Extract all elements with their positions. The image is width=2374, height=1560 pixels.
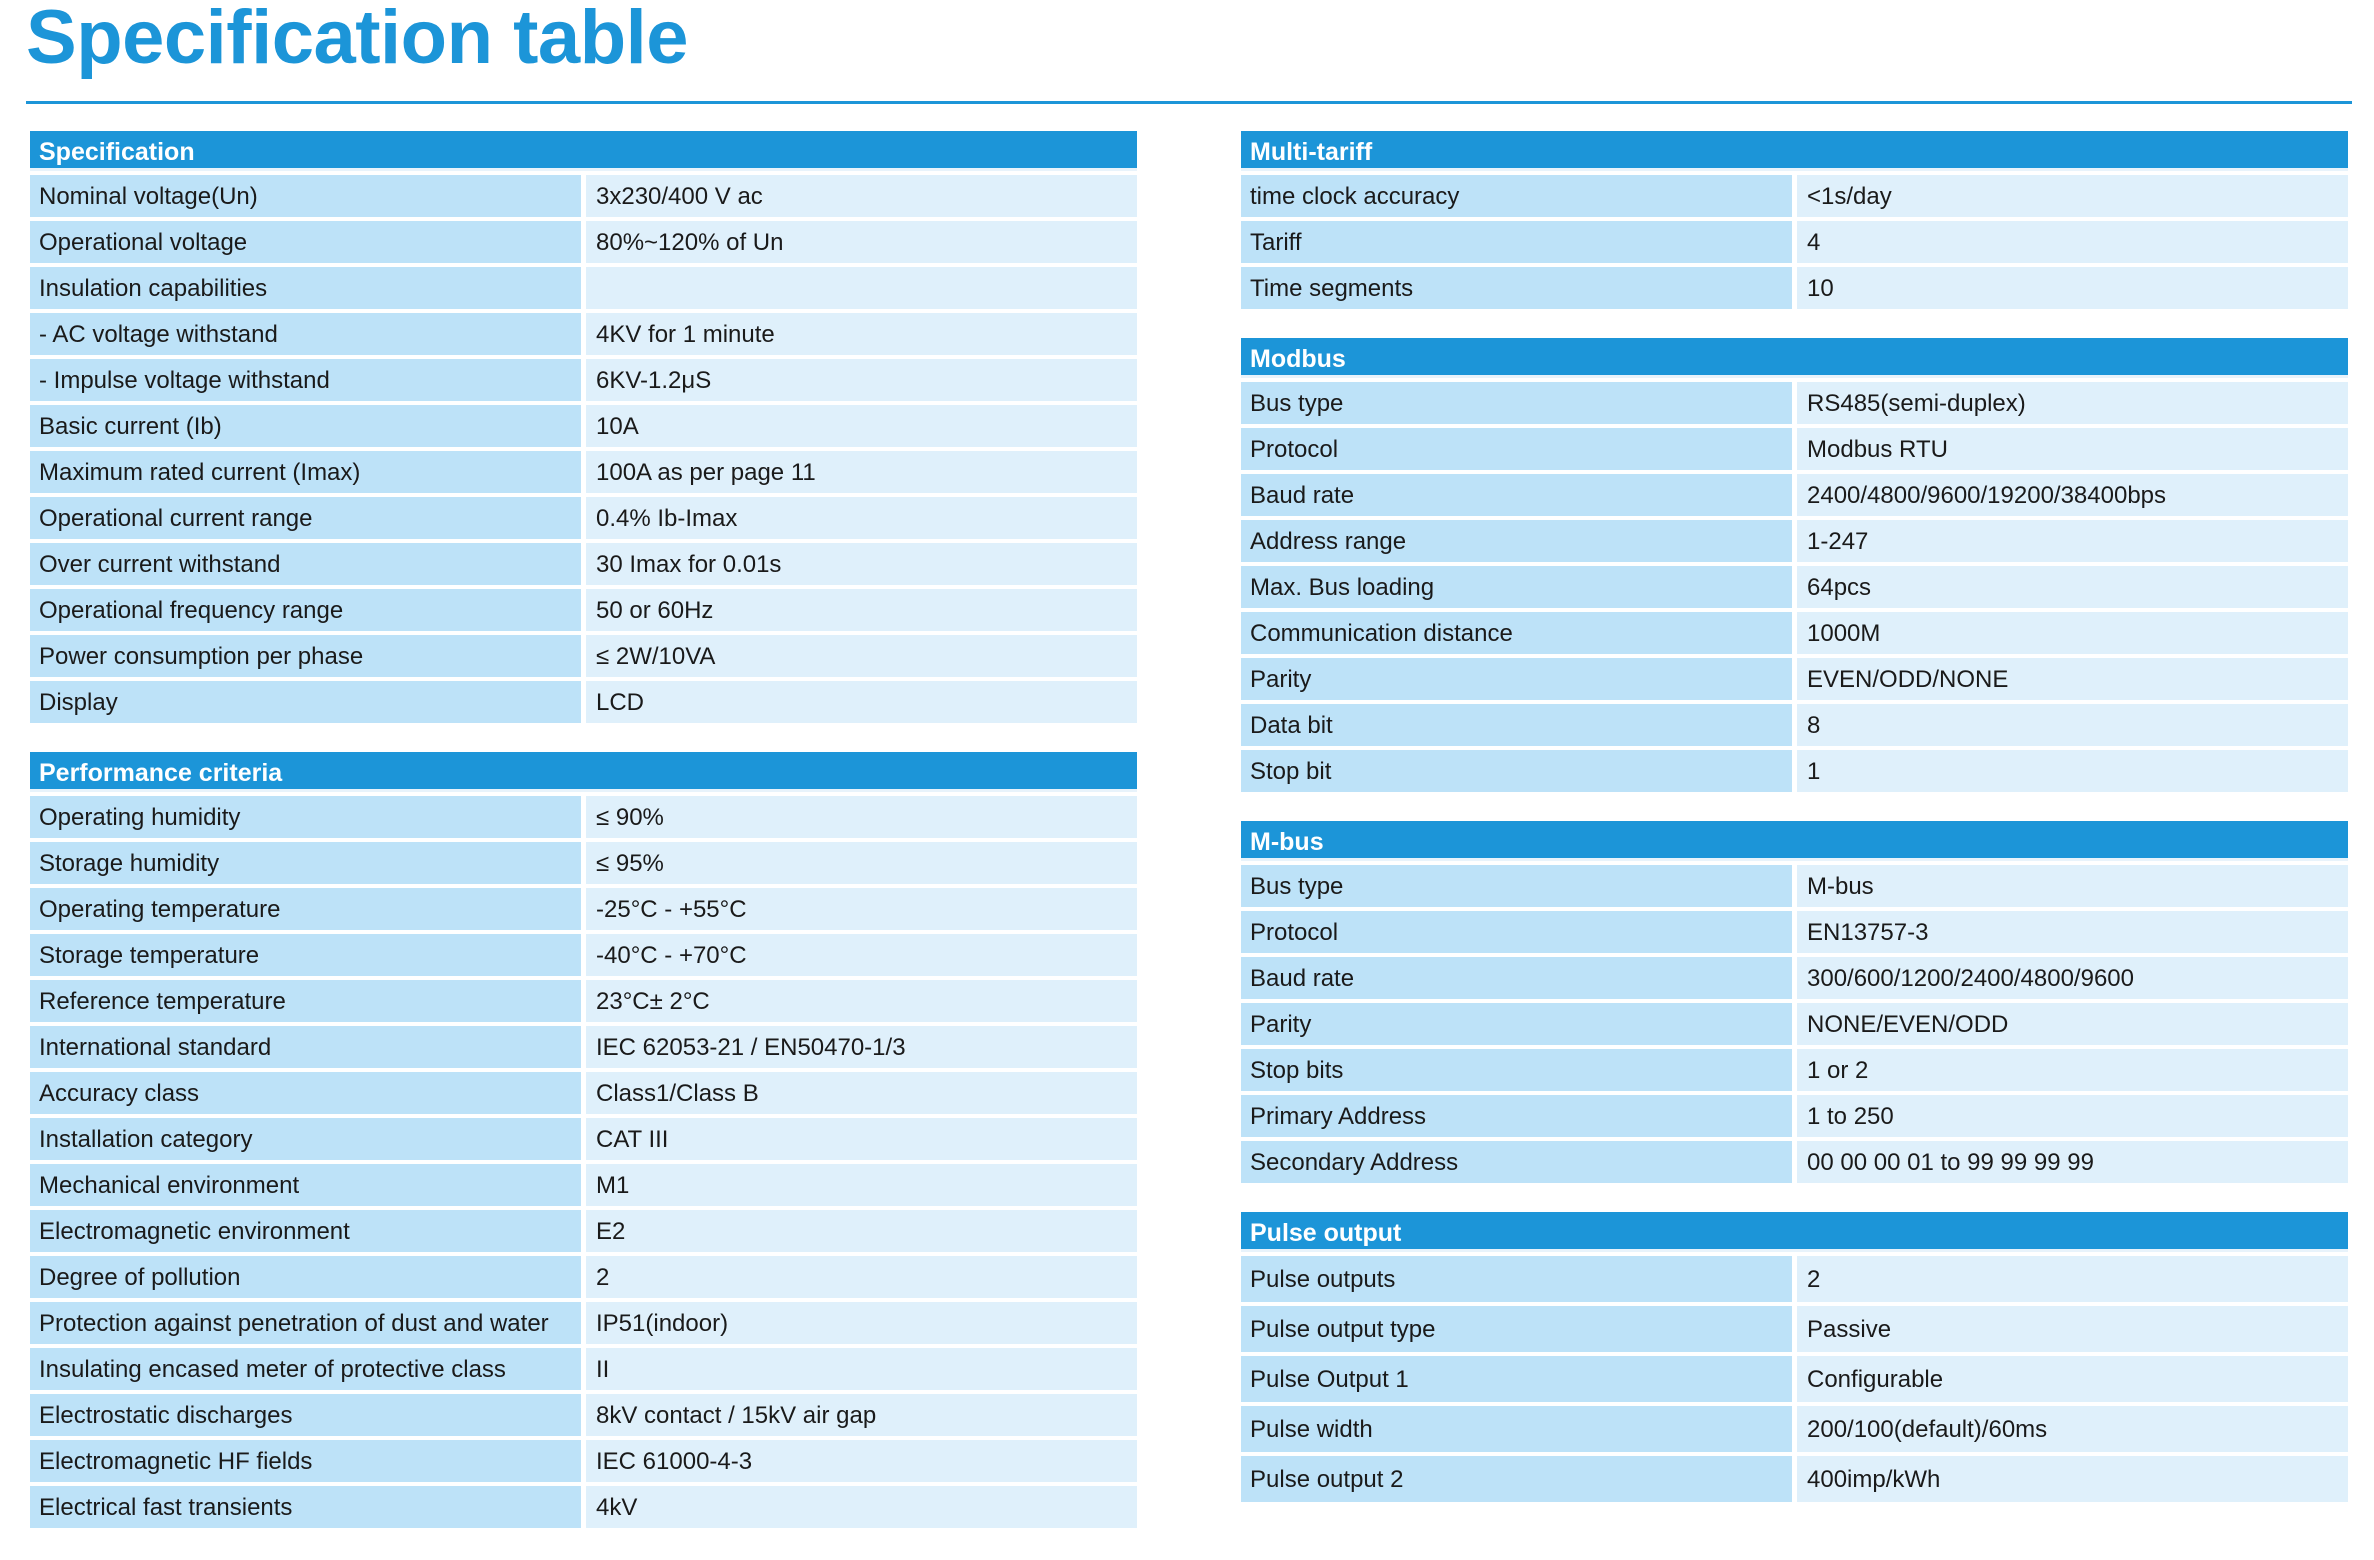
row-label: Power consumption per phase <box>30 635 581 677</box>
table-row <box>1241 566 2348 608</box>
row-label: Bus type <box>1241 382 1792 424</box>
section-specification <box>30 131 1137 723</box>
section-heading: Pulse output <box>1241 1212 2348 1252</box>
table-row <box>1241 1003 2348 1045</box>
row-value: 30 Imax for 0.01s <box>586 543 1137 585</box>
table-row <box>30 681 1137 723</box>
row-label: Time segments <box>1241 267 1792 309</box>
row-value: 4KV for 1 minute <box>586 313 1137 355</box>
row-value: 1000M <box>1797 612 2348 654</box>
row-label: Storage humidity <box>30 842 581 884</box>
table-row <box>30 175 1137 217</box>
row-label: Installation category <box>30 1118 581 1160</box>
row-label: Insulation capabilities <box>30 267 581 309</box>
row-label: Storage temperature <box>30 934 581 976</box>
row-value: 10 <box>1797 267 2348 309</box>
row-label: Electromagnetic environment <box>30 1210 581 1252</box>
table-row <box>30 543 1137 585</box>
row-value: -25°C - +55°C <box>586 888 1137 930</box>
row-value: 1-247 <box>1797 520 2348 562</box>
row-label: Nominal voltage(Un) <box>30 175 581 217</box>
row-label: time clock accuracy <box>1241 175 1792 217</box>
row-value: M1 <box>586 1164 1137 1206</box>
row-value: 0.4% Ib-Imax <box>586 497 1137 539</box>
row-label: Bus type <box>1241 865 1792 907</box>
table-row <box>30 1256 1137 1298</box>
row-label: Operating temperature <box>30 888 581 930</box>
row-label: Electromagnetic HF fields <box>30 1440 581 1482</box>
row-value: II <box>586 1348 1137 1390</box>
row-label: Data bit <box>1241 704 1792 746</box>
row-label: Parity <box>1241 658 1792 700</box>
row-value: ≤ 95% <box>586 842 1137 884</box>
row-label: Pulse outputs <box>1241 1256 1792 1302</box>
table-row <box>30 1486 1137 1528</box>
table-row <box>1241 221 2348 263</box>
table-row <box>1241 382 2348 424</box>
table-row <box>30 934 1137 976</box>
row-label: Degree of pollution <box>30 1256 581 1298</box>
row-value: 4kV <box>586 1486 1137 1528</box>
row-label: - AC voltage withstand <box>30 313 581 355</box>
row-label: Baud rate <box>1241 957 1792 999</box>
section-m-bus <box>1241 821 2348 1183</box>
row-label: Pulse width <box>1241 1406 1792 1452</box>
table-row <box>30 888 1137 930</box>
title-divider <box>26 101 2352 104</box>
table-row <box>30 842 1137 884</box>
table-row <box>30 1440 1137 1482</box>
row-label: Max. Bus loading <box>1241 566 1792 608</box>
table-row <box>1241 175 2348 217</box>
table-row <box>1241 267 2348 309</box>
row-value: 2 <box>1797 1256 2348 1302</box>
row-label: Parity <box>1241 1003 1792 1045</box>
row-value: 64pcs <box>1797 566 2348 608</box>
table-row <box>30 497 1137 539</box>
table-row <box>30 1026 1137 1068</box>
row-value: 400imp/kWh <box>1797 1456 2348 1502</box>
row-label: Display <box>30 681 581 723</box>
row-label: Pulse output 2 <box>1241 1456 1792 1502</box>
row-value: 00 00 00 01 to 99 99 99 99 <box>1797 1141 2348 1183</box>
table-row <box>1241 1256 2348 1302</box>
table-row <box>1241 1456 2348 1502</box>
row-label: Stop bit <box>1241 750 1792 792</box>
row-value: 50 or 60Hz <box>586 589 1137 631</box>
row-value: 1 or 2 <box>1797 1049 2348 1091</box>
row-value: ≤ 90% <box>586 796 1137 838</box>
row-value: 6KV-1.2μS <box>586 359 1137 401</box>
row-value: 300/600/1200/2400/4800/9600 <box>1797 957 2348 999</box>
table-row <box>30 1302 1137 1344</box>
table-row <box>30 796 1137 838</box>
section-heading: Performance criteria <box>30 752 1137 792</box>
table-row <box>1241 1095 2348 1137</box>
table-row <box>30 1118 1137 1160</box>
row-value: <1s/day <box>1797 175 2348 217</box>
row-label: Operational frequency range <box>30 589 581 631</box>
row-value: 23°C± 2°C <box>586 980 1137 1022</box>
row-value: 200/100(default)/60ms <box>1797 1406 2348 1452</box>
row-value: E2 <box>586 1210 1137 1252</box>
row-value: RS485(semi-duplex) <box>1797 382 2348 424</box>
page-title: Specification table <box>26 0 688 80</box>
table-row <box>30 267 1137 309</box>
row-label: Stop bits <box>1241 1049 1792 1091</box>
row-value: Class1/Class B <box>586 1072 1137 1114</box>
table-row <box>1241 474 2348 516</box>
row-label: Basic current (Ib) <box>30 405 581 447</box>
row-value: EN13757-3 <box>1797 911 2348 953</box>
row-label: Operational current range <box>30 497 581 539</box>
row-label: Over current withstand <box>30 543 581 585</box>
row-value: Modbus RTU <box>1797 428 2348 470</box>
row-value: IP51(indoor) <box>586 1302 1137 1344</box>
table-row <box>30 1348 1137 1390</box>
row-label: Mechanical environment <box>30 1164 581 1206</box>
table-row <box>1241 1356 2348 1402</box>
table-row <box>1241 520 2348 562</box>
row-value: CAT III <box>586 1118 1137 1160</box>
table-row <box>1241 658 2348 700</box>
section-performance-criteria <box>30 752 1137 1528</box>
row-value: 1 to 250 <box>1797 1095 2348 1137</box>
row-label: Operational voltage <box>30 221 581 263</box>
row-value: 80%~120% of Un <box>586 221 1137 263</box>
row-value: M-bus <box>1797 865 2348 907</box>
table-row <box>30 313 1137 355</box>
table-row <box>1241 1406 2348 1452</box>
table-row <box>1241 1049 2348 1091</box>
row-value: NONE/EVEN/ODD <box>1797 1003 2348 1045</box>
section-pulse-output <box>1241 1212 2348 1502</box>
row-label: Operating humidity <box>30 796 581 838</box>
row-label: Accuracy class <box>30 1072 581 1114</box>
row-label: Pulse Output 1 <box>1241 1356 1792 1402</box>
table-row <box>30 635 1137 677</box>
table-row <box>30 1072 1137 1114</box>
row-value: LCD <box>586 681 1137 723</box>
row-label: Maximum rated current (Imax) <box>30 451 581 493</box>
row-label: Address range <box>1241 520 1792 562</box>
row-value: 3x230/400 V ac <box>586 175 1137 217</box>
section-heading: Specification <box>30 131 1137 171</box>
table-row <box>30 589 1137 631</box>
table-row <box>1241 612 2348 654</box>
table-row <box>30 980 1137 1022</box>
table-row <box>1241 750 2348 792</box>
row-label: Insulating encased meter of protective class <box>30 1348 581 1390</box>
table-row <box>30 1394 1137 1436</box>
row-label: Tariff <box>1241 221 1792 263</box>
row-value: 4 <box>1797 221 2348 263</box>
row-label: Protocol <box>1241 428 1792 470</box>
row-value: 1 <box>1797 750 2348 792</box>
table-row <box>30 1164 1137 1206</box>
table-row <box>1241 1306 2348 1352</box>
table-row <box>30 405 1137 447</box>
row-label: - Impulse voltage withstand <box>30 359 581 401</box>
section-modbus <box>1241 338 2348 792</box>
table-row <box>30 1210 1137 1252</box>
row-value: -40°C - +70°C <box>586 934 1137 976</box>
row-value: 2400/4800/9600/19200/38400bps <box>1797 474 2348 516</box>
row-value: 8 <box>1797 704 2348 746</box>
right-column <box>1241 131 2348 1531</box>
table-row <box>30 359 1137 401</box>
row-value: 100A as per page 11 <box>586 451 1137 493</box>
row-label: Protection against penetration of dust and water <box>30 1302 581 1344</box>
row-label: Reference temperature <box>30 980 581 1022</box>
row-label: Electrostatic discharges <box>30 1394 581 1436</box>
row-label: Pulse output type <box>1241 1306 1792 1352</box>
row-label: International standard <box>30 1026 581 1068</box>
section-multi-tariff <box>1241 131 2348 309</box>
row-value: EVEN/ODD/NONE <box>1797 658 2348 700</box>
row-value: IEC 61000-4-3 <box>586 1440 1137 1482</box>
table-row <box>30 451 1137 493</box>
row-label: Secondary Address <box>1241 1141 1792 1183</box>
table-row <box>1241 428 2348 470</box>
row-value: 10A <box>586 405 1137 447</box>
section-heading: Modbus <box>1241 338 2348 378</box>
table-row <box>1241 704 2348 746</box>
row-value: ≤ 2W/10VA <box>586 635 1137 677</box>
row-value: 8kV contact / 15kV air gap <box>586 1394 1137 1436</box>
table-row <box>1241 957 2348 999</box>
row-value: Configurable <box>1797 1356 2348 1402</box>
row-label: Electrical fast transients <box>30 1486 581 1528</box>
table-row <box>1241 865 2348 907</box>
row-label: Primary Address <box>1241 1095 1792 1137</box>
row-value: IEC 62053-21 / EN50470-1/3 <box>586 1026 1137 1068</box>
table-row <box>1241 911 2348 953</box>
left-column <box>30 131 1137 1557</box>
row-value: 2 <box>586 1256 1137 1298</box>
row-label: Protocol <box>1241 911 1792 953</box>
row-label: Communication distance <box>1241 612 1792 654</box>
row-value <box>586 267 1137 309</box>
section-heading: Multi-tariff <box>1241 131 2348 171</box>
section-heading: M-bus <box>1241 821 2348 861</box>
table-row <box>1241 1141 2348 1183</box>
row-label: Baud rate <box>1241 474 1792 516</box>
row-value: Passive <box>1797 1306 2348 1352</box>
table-row <box>30 221 1137 263</box>
